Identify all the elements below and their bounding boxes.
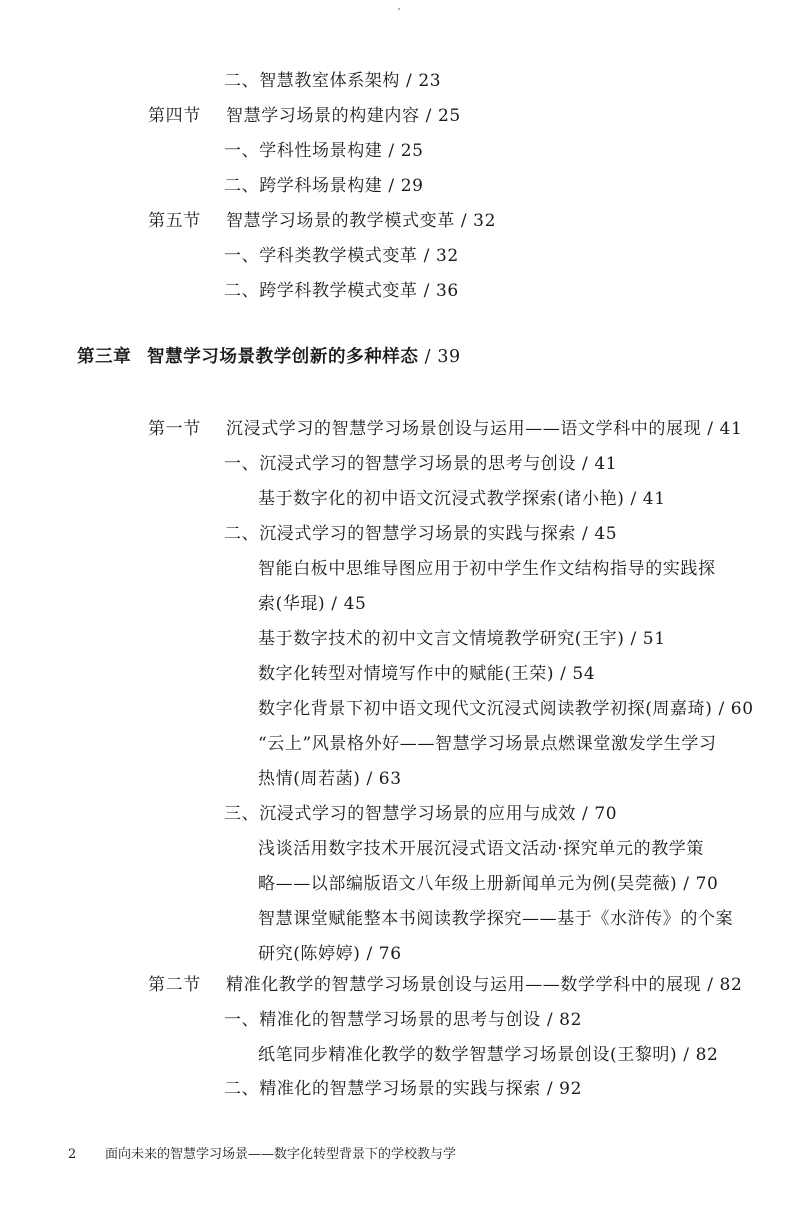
toc-entry-title: 数字化转型对情境写作中的赋能(王荣) — [258, 664, 555, 684]
running-title: 面向未来的智慧学习场景——数字化转型背景下的学校教与学 — [105, 1147, 457, 1162]
toc-entry-title: 二、智慧教室体系架构 — [224, 71, 400, 91]
toc-page-number: / 45 — [325, 594, 367, 614]
toc-article-line — [258, 873, 718, 895]
toc-page-number: / 60 — [712, 699, 754, 719]
scan-speck — [398, 8, 400, 10]
toc-item-line — [224, 523, 617, 545]
toc-item-line — [224, 1078, 582, 1100]
toc-entry-title: 二、跨学科教学模式变革 — [224, 281, 418, 301]
toc-item-line — [224, 803, 617, 825]
toc-entry-title: 一、沉浸式学习的智慧学习场景的思考与创设 — [224, 454, 576, 474]
toc-item-line — [224, 175, 424, 197]
toc-page-number: / 70 — [677, 874, 719, 894]
toc-page-number: / 82 — [701, 975, 743, 995]
toc-article-line — [258, 698, 754, 720]
toc-page-number: / 82 — [677, 1045, 719, 1065]
toc-section-label: 第一节 — [148, 419, 201, 439]
toc-entry-title: 基于数字技术的初中文言文情境教学研究(王宇) — [258, 629, 625, 649]
toc-article-line — [258, 628, 666, 650]
toc-article-line — [258, 838, 704, 860]
toc-entry-title: 热情(周若菡) — [258, 769, 361, 789]
toc-section-label: 第五节 — [148, 211, 201, 231]
toc-page-number: / 92 — [540, 1079, 582, 1099]
toc-article-line — [258, 943, 402, 965]
toc-entry-title: 二、跨学科场景构建 — [224, 176, 383, 196]
toc-item-line — [224, 1009, 582, 1031]
toc-entry-title: 基于数字化的初中语文沉浸式教学探索(诸小艳) — [258, 489, 625, 509]
toc-section-label: 第四节 — [148, 106, 201, 126]
toc-page-number: / 54 — [554, 664, 596, 684]
toc-page-number: / 25 — [382, 141, 424, 161]
toc-entry-title: 智能白板中思维导图应用于初中学生作文结构指导的实践探 — [258, 559, 716, 579]
toc-item-line — [224, 245, 459, 267]
toc-page-number: / 32 — [417, 246, 459, 266]
toc-item-line — [224, 140, 424, 162]
toc-section-line — [148, 418, 742, 440]
toc-article-line — [258, 733, 717, 755]
toc-article-line — [258, 488, 666, 510]
toc-entry-title: 精准化教学的智慧学习场景创设与运用——数学学科中的展现 — [226, 975, 702, 995]
toc-page-number: / 63 — [360, 769, 402, 789]
toc-item-line — [224, 70, 441, 92]
toc-section-line — [148, 210, 496, 232]
toc-article-line — [258, 908, 733, 930]
toc-entry-title: 研究(陈婷婷) — [258, 944, 361, 964]
toc-page-number: / 39 — [418, 347, 461, 367]
toc-article-line — [258, 593, 366, 615]
toc-entry-title: 一、学科性场景构建 — [224, 141, 383, 161]
toc-page-number: / 23 — [400, 71, 442, 91]
toc-entry-title: 智慧学习场景的构建内容 — [226, 106, 420, 126]
toc-page-number: / 25 — [419, 106, 461, 126]
toc-page-number: / 41 — [701, 419, 743, 439]
toc-entry-title: 纸笔同步精准化教学的数学智慧学习场景创设(王黎明) — [258, 1045, 678, 1065]
toc-page-number: / 45 — [576, 524, 618, 544]
toc-page-number: / 70 — [576, 804, 618, 824]
toc-page-number: / 36 — [417, 281, 459, 301]
toc-entry-title: 索(华琨) — [258, 594, 326, 614]
toc-page-number: / 29 — [382, 176, 424, 196]
toc-page-number: / 32 — [454, 211, 496, 231]
toc-entry-title: 二、精准化的智慧学习场景的实践与探索 — [224, 1079, 541, 1099]
toc-page-number: / 82 — [540, 1010, 582, 1030]
toc-entry-title: 浅谈活用数字技术开展沉浸式语文活动·探究单元的教学策 — [258, 839, 705, 859]
page-number: 2 — [68, 1147, 77, 1162]
toc-article-line — [258, 558, 716, 580]
toc-page-number: / 76 — [360, 944, 402, 964]
toc-entry-title: “云上”风景格外好——智慧学习场景点燃课堂激发学生学习 — [258, 734, 717, 754]
toc-entry-title: 数字化背景下初中语文现代文沉浸式阅读教学初探(周嘉琦) — [258, 699, 713, 719]
toc-entry-title: 一、精准化的智慧学习场景的思考与创设 — [224, 1010, 541, 1030]
toc-entry-title: 智慧学习场景教学创新的多种样态 — [147, 347, 419, 367]
toc-section-line — [148, 974, 742, 996]
toc-page-number: / 51 — [624, 629, 666, 649]
toc-page-number: / 41 — [576, 454, 618, 474]
toc-article-line — [258, 768, 402, 790]
toc-entry-title: 三、沉浸式学习的智慧学习场景的应用与成效 — [224, 804, 576, 824]
toc-section-label: 第二节 — [148, 975, 201, 995]
toc-item-line — [224, 280, 459, 302]
toc-page-number: / 41 — [624, 489, 666, 509]
toc-entry-title: 二、沉浸式学习的智慧学习场景的实践与探索 — [224, 524, 576, 544]
toc-chapter-label: 第三章 — [77, 347, 132, 367]
toc-chapter-line — [77, 346, 461, 368]
toc-article-line — [258, 1044, 718, 1066]
toc-entry-title: 智慧学习场景的教学模式变革 — [226, 211, 455, 231]
toc-item-line — [224, 453, 617, 475]
toc-entry-title: 略——以部编版语文八年级上册新闻单元为例(吴莞薇) — [258, 874, 678, 894]
toc-entry-title: 智慧课堂赋能整本书阅读教学探究——基于《水浒传》的个案 — [258, 909, 734, 929]
toc-entry-title: 沉浸式学习的智慧学习场景创设与运用——语文学科中的展现 — [226, 419, 702, 439]
toc-article-line — [258, 663, 595, 685]
toc-section-line — [148, 105, 461, 127]
toc-entry-title: 一、学科类教学模式变革 — [224, 246, 418, 266]
